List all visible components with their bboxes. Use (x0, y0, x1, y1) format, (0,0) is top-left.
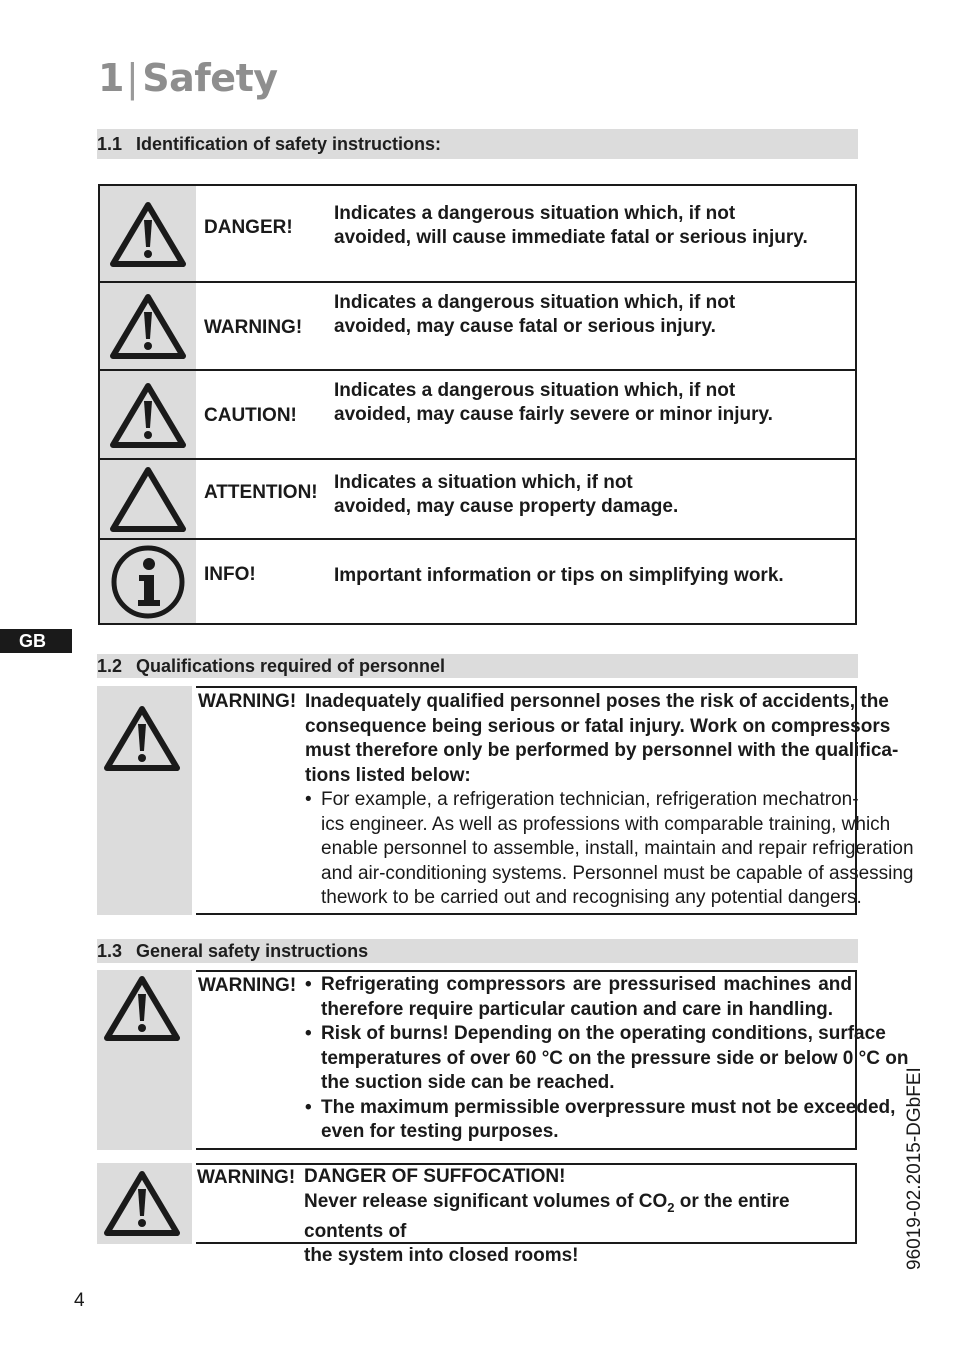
section-title: General safety instructions (136, 941, 369, 961)
warning-triangle-icon (104, 704, 180, 772)
warning-bullet-list (305, 973, 909, 1145)
warning-icon-cell (97, 1163, 192, 1244)
signal-description-line: avoided, will cause immediate fatal or serious injury. (334, 227, 808, 248)
signal-row-danger (100, 186, 855, 283)
signal-description (334, 291, 735, 339)
signal-description-line: Indicates a dangerous situation which, if not (334, 380, 736, 401)
bullet-marker: • (305, 789, 312, 810)
signal-description-line: avoided, may cause fairly severe or minor injury. (334, 404, 773, 425)
text-line (304, 1190, 852, 1245)
text-line: The maximum permissible overpressure must not be exceeded, (321, 1096, 896, 1118)
signal-row-info (100, 540, 855, 623)
section-number: 1.2 (97, 656, 123, 676)
warning-icon-cell (97, 970, 192, 1150)
signal-label: ATTENTION! (204, 482, 318, 503)
text-line: therefore require particular caution and care in handling. (321, 998, 834, 1020)
warning-triangle-icon (104, 974, 180, 1042)
text-line: temperatures of over 60 °C on the pressure side or below 0 °C on (321, 1047, 909, 1069)
language-tab: GB (0, 629, 72, 653)
signal-label: WARNING! (204, 317, 303, 338)
qualification-warning-box (97, 686, 914, 915)
signal-row-attention (100, 460, 855, 540)
warning-triangle-icon (100, 283, 196, 369)
text-line: For example, a refrigeration technician, refrigeration mechatron- (321, 789, 859, 810)
signal-description-line: avoided, may cause property damage. (334, 496, 679, 517)
signal-description (334, 202, 808, 250)
signal-row-warning (100, 283, 855, 371)
bullet-marker: • (305, 974, 312, 995)
signal-row-caution (100, 371, 855, 460)
signal-label: DANGER! (204, 217, 293, 238)
list-item (305, 1096, 896, 1145)
text-line: tions listed below: (305, 764, 471, 786)
warning-triangle-icon (104, 1169, 180, 1237)
text-line: even for testing purposes. (321, 1121, 559, 1142)
text-line: and air-conditioning systems. Personnel must be capable of assessing (321, 862, 914, 884)
warning-triangle-icon (100, 186, 196, 281)
section-number: 1.1 (97, 134, 123, 154)
warning-triangle-icon (100, 371, 196, 458)
signal-description (334, 471, 678, 519)
warning-label: WARNING! (198, 691, 297, 712)
list-item (305, 973, 852, 1022)
signal-label: CAUTION! (204, 405, 297, 426)
warning-label: WARNING! (198, 975, 297, 996)
section-heading-1-1 (97, 129, 858, 159)
text-line: the suction side can be reached. (321, 1072, 615, 1093)
bullet-marker: • (305, 1023, 312, 1044)
warning-label: WARNING! (197, 1167, 296, 1188)
signal-description-line: avoided, may cause fatal or serious injury. (334, 316, 716, 337)
text-line: consequence being serious or fatal injury. Work on compressors (305, 715, 891, 737)
warning-lead-text (305, 690, 899, 788)
attention-triangle-icon (100, 460, 196, 538)
general-warning-box (97, 970, 909, 1150)
info-icon (100, 540, 196, 623)
signal-label: INFO! (204, 564, 256, 585)
text-line: must therefore only be performed by personnel with the qualifica- (305, 740, 899, 761)
signal-description-line: Indicates a situation which, if not (334, 472, 633, 493)
suffocation-text (304, 1165, 852, 1269)
signal-description (334, 379, 773, 427)
subscript: 2 (667, 1199, 675, 1215)
text-line: Inadequately qualified personnel poses the risk of accidents, the (305, 691, 889, 712)
warning-bullet-text (305, 788, 914, 911)
text-line: ics engineer. As well as professions with comparable training, which (321, 813, 891, 835)
chapter-title: Safety (142, 56, 278, 100)
section-title: Identification of safety instructions: (136, 134, 442, 154)
chapter-number: 1 (98, 56, 124, 100)
signal-words-table (98, 184, 857, 625)
bullet-marker: • (305, 1096, 312, 1118)
list-item (305, 1022, 909, 1096)
signal-description-line: Indicates a dangerous situation which, if not (334, 203, 736, 224)
page-number: 4 (74, 1290, 85, 1311)
text-fragment: Never release significant volumes of CO (304, 1190, 668, 1212)
signal-description-line: Important information or tips on simplifying work. (334, 565, 784, 586)
document-id: 96019-02.2015-DGbFEI (904, 1067, 925, 1270)
text-line: Refrigerating compressors are pressurised machines and (321, 974, 852, 995)
chapter-heading (98, 56, 278, 100)
suffocation-heading: DANGER OF SUFFOCATION! (304, 1166, 566, 1187)
text-line: the system into closed rooms! (304, 1245, 579, 1267)
text-line: enable personnel to assemble, install, maintain and repair refrigeration (321, 838, 914, 859)
section-heading-1-2 (97, 654, 858, 678)
text-line: Risk of burns! Depending on the operating conditions, surface (321, 1023, 886, 1044)
section-number: 1.3 (97, 941, 123, 961)
text-fragment: or the entire contents of (304, 1190, 790, 1242)
warning-icon-cell (97, 686, 192, 915)
text-line: thework to be carried out and recognising any potential dangers. (321, 887, 862, 908)
section-heading-1-3 (97, 939, 858, 963)
suffocation-warning-box (97, 1163, 857, 1267)
signal-description-line: Indicates a dangerous situation which, if not (334, 292, 736, 313)
signal-description (334, 564, 784, 588)
chapter-separator: | (125, 56, 139, 100)
section-title: Qualifications required of personnel (136, 656, 446, 676)
